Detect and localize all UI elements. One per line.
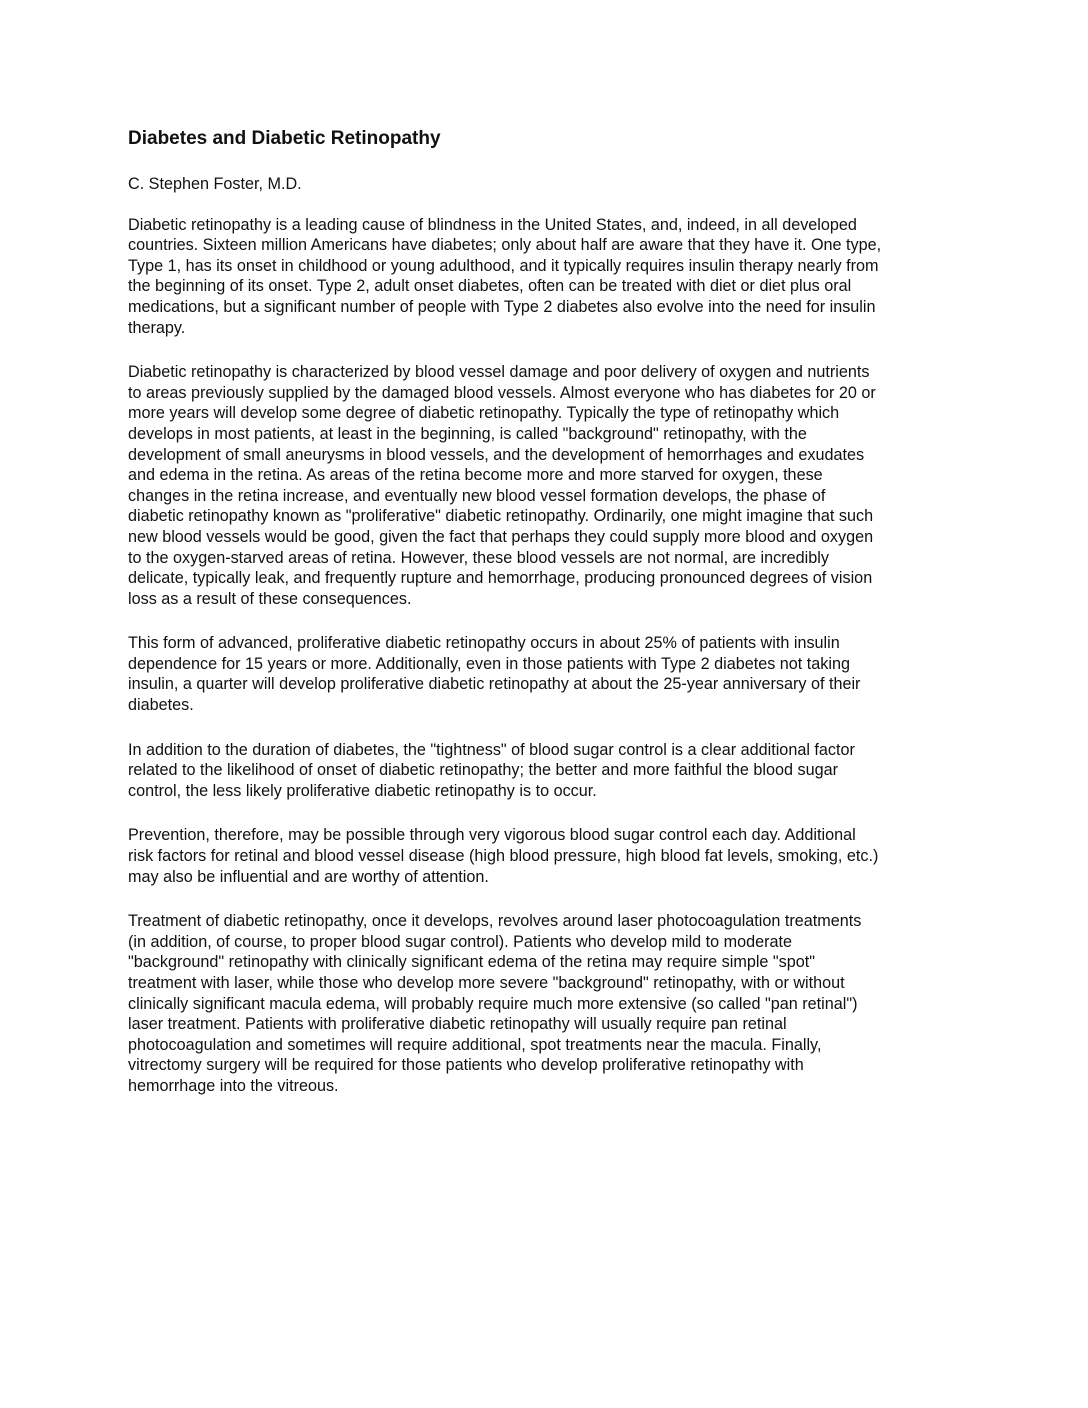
paragraph-line: diabetic retinopathy known as "proliferative" diabetic retinopathy. Ordinarily, one might imagine that such [128,507,874,526]
paragraph-line: risk factors for retinal and blood vessel disease (high blood pressure, high blood fat levels, smoking, etc.) [128,847,879,866]
paragraph-line: development of small aneurysms in blood vessels, and the development of hemorrhages and exudates [128,445,865,464]
paragraph-line: clinically significant macula edema, will probably require much more extensive (so called "pan retinal") [128,994,858,1013]
paragraph-line: delicate, typically leak, and frequently rupture and hemorrhage, producing pronounced degrees of vision [128,569,873,588]
document-author: C. Stephen Foster, M.D. [128,175,302,193]
paragraph-line: vitrectomy surgery will be required for those patients who develop proliferative retinopathy with [128,1056,804,1075]
body-paragraph [128,740,964,802]
document-body [128,215,964,1097]
paragraph-line: changes in the retina increase, and eventually new blood vessel formation develops, the phase of [128,486,826,505]
paragraph-line: insulin, a quarter will develop proliferative diabetic retinopathy at about the 25-year anniversary of their [128,675,861,694]
body-paragraph [128,825,964,887]
paragraph-line: to areas previously supplied by the damaged blood vessels. Almost everyone who has diabetes for 20 or [128,383,876,402]
paragraph-line: Prevention, therefore, may be possible through very vigorous blood sugar control each day. Additional [128,826,856,845]
paragraph-line: Type 1, has its onset in childhood or young adulthood, and it typically requires insulin therapy nearly from [128,256,879,275]
paragraph-line: control, the less likely proliferative diabetic retinopathy is to occur. [128,781,597,800]
paragraph-line: loss as a result of these consequences. [128,589,412,608]
paragraph-line: dependence for 15 years or more. Additionally, even in those patients with Type 2 diabetes not taking [128,654,851,673]
document-title: Diabetes and Diabetic Retinopathy [128,128,441,149]
paragraph-line: In addition to the duration of diabetes, the "tightness" of blood sugar control is a clear additional factor [128,740,855,759]
paragraph-line: medications, but a significant number of people with Type 2 diabetes also evolve into the need for insulin [128,297,876,316]
paragraph-line: and edema in the retina. As areas of the retina become more and more starved for oxygen, these [128,466,823,485]
paragraph-line: Diabetic retinopathy is characterized by blood vessel damage and poor delivery of oxygen and nutrients [128,363,870,382]
body-paragraph [128,911,964,1096]
paragraph-line: may also be influential and are worthy of attention. [128,867,489,886]
paragraph-line: hemorrhage into the vitreous. [128,1076,339,1095]
paragraph-line: related to the likelihood of onset of diabetic retinopathy; the better and more faithful the blood sugar [128,761,839,780]
paragraph-line: therapy. [128,318,186,337]
paragraph-line: Treatment of diabetic retinopathy, once it develops, revolves around laser photocoagulation treatments [128,912,862,931]
paragraph-line: (in addition, of course, to proper blood sugar control). Patients who develop mild to moderate [128,932,793,951]
body-paragraph [128,633,964,715]
paragraph-line: countries. Sixteen million Americans have diabetes; only about half are aware that they have it. One type, [128,236,882,255]
paragraph-line: "background" retinopathy with clinically significant edema of the retina may require simple "spot" [128,953,816,972]
paragraph-line: develops in most patients, at least in the beginning, is called "background" retinopathy, with the [128,424,807,443]
paragraph-line: more years will develop some degree of diabetic retinopathy. Typically the type of retinopathy which [128,404,840,423]
paragraph-line: treatment with laser, while those who develop more severe "background" retinopathy, with or without [128,974,845,992]
paragraph-line: This form of advanced, proliferative diabetic retinopathy occurs in about 25% of patients with insulin [128,634,840,653]
paragraph-line: diabetes. [128,696,194,715]
paragraph-line: Diabetic retinopathy is a leading cause of blindness in the United States, and, indeed, in all developed [128,215,857,234]
document-page [128,126,964,1121]
paragraph-line: laser treatment. Patients with proliferative diabetic retinopathy will usually require pan retinal [128,1015,787,1034]
paragraph-line: the beginning of its onset. Type 2, adult onset diabetes, often can be treated with diet or diet plus oral [128,277,852,296]
paragraph-line: new blood vessels would be good, given the fact that perhaps they could supply more blood and oxygen [128,527,874,546]
body-paragraph [128,215,964,339]
paragraph-line: to the oxygen-starved areas of retina. However, these blood vessels are not normal, are incredibly [128,548,829,567]
body-paragraph [128,362,964,609]
paragraph-line: photocoagulation and sometimes will require additional, spot treatments near the macula. Finally, [128,1035,822,1054]
